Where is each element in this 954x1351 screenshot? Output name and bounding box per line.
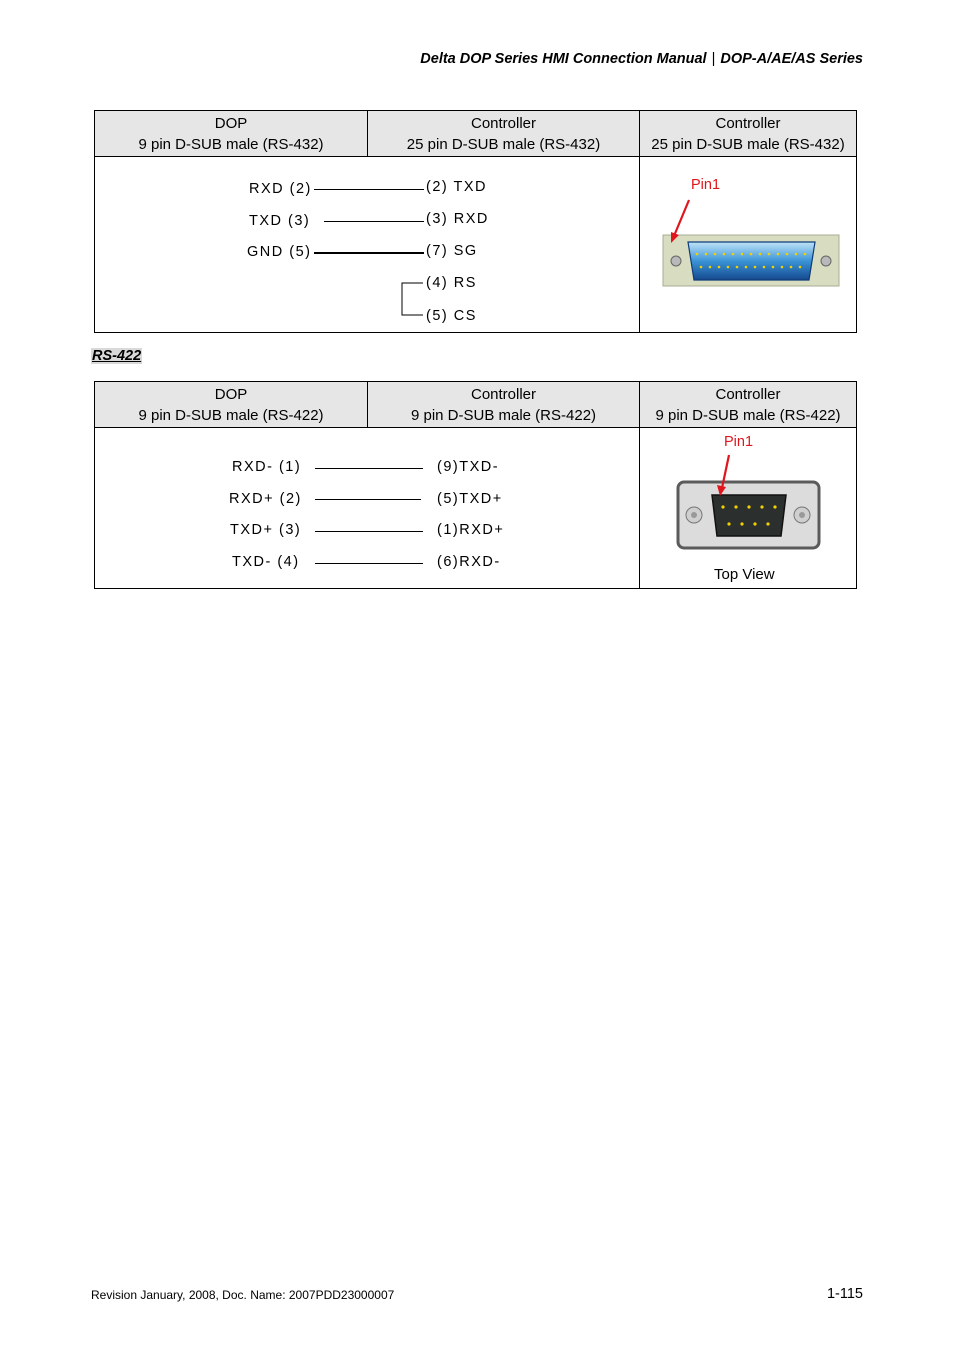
wire-right-label: (6)RXD- <box>437 554 501 570</box>
header-separator: | <box>711 51 716 67</box>
connector-pin <box>727 522 730 525</box>
connector-pin <box>745 266 748 269</box>
connector-pin <box>727 266 730 269</box>
wiring-cell <box>95 428 640 589</box>
connector-pin <box>777 253 780 256</box>
wire-line <box>315 563 423 564</box>
wire-line <box>314 252 424 254</box>
pin1-label: Pin1 <box>691 177 721 193</box>
db9-connector-icon <box>676 452 822 552</box>
connector-pin <box>766 522 769 525</box>
wire-right-label: (5)TXD+ <box>437 491 503 507</box>
header-dop <box>95 111 368 157</box>
wire-right-label: (7) SG <box>426 243 478 259</box>
wire-left-label: TXD+ (3) <box>230 522 302 538</box>
db9-picture <box>640 428 856 588</box>
header-line: DOP <box>214 385 248 403</box>
wire-right-label: (1)RXD+ <box>437 522 505 538</box>
connector-pin <box>723 253 726 256</box>
connector-pin <box>700 266 703 269</box>
header-line: Controller <box>715 114 781 132</box>
connector-pin <box>786 253 789 256</box>
header-line: 9 pin D-SUB male (RS-422) <box>410 406 597 424</box>
connector-pin <box>709 266 712 269</box>
header-controller <box>368 382 640 428</box>
wire-right-label: (9)TXD- <box>437 459 500 475</box>
wire-left-label: TXD- (4) <box>232 554 300 570</box>
connector-pin <box>768 253 771 256</box>
connector-pin <box>760 505 763 508</box>
connector-pin <box>804 253 807 256</box>
pin1-label: Pin1 <box>724 434 754 450</box>
rs-cs-jumper <box>395 275 425 321</box>
connector-pin <box>781 266 784 269</box>
wire-right-label: (4) RS <box>426 275 477 291</box>
header-controller-image <box>640 111 857 157</box>
connector-pin <box>732 253 735 256</box>
connector-pin <box>718 266 721 269</box>
header-line: Controller <box>470 114 537 132</box>
wire-line <box>315 531 423 532</box>
connector-image-cell <box>640 157 857 333</box>
connector-pin <box>696 253 699 256</box>
connector-pin <box>740 522 743 525</box>
connector-pin <box>734 505 737 508</box>
connector-pin <box>772 266 775 269</box>
wire-left-label: RXD (2) <box>249 181 312 197</box>
wire-right-label: (5) CS <box>426 308 477 324</box>
header-controller <box>368 111 640 157</box>
connector-pin <box>759 253 762 256</box>
footer-revision: Revision January, 2008, Doc. Name: 2007PDD23000007 <box>91 1288 395 1302</box>
wire-right-label: (2) TXD <box>426 179 487 195</box>
wire-left-label: TXD (3) <box>249 213 311 229</box>
connector-pin <box>736 266 739 269</box>
connector-pin <box>705 253 708 256</box>
wire-line <box>314 189 424 190</box>
connector-pin <box>741 253 744 256</box>
header-line: Controller <box>470 385 537 403</box>
wire-line <box>315 468 423 469</box>
header-line: Controller <box>715 385 781 403</box>
wire-line <box>315 499 421 500</box>
connector-pin <box>790 266 793 269</box>
rs422-wiring-diagram <box>95 428 639 588</box>
wire-left-label: GND (5) <box>247 244 312 260</box>
wiring-cell <box>95 157 640 333</box>
connector-pin <box>754 266 757 269</box>
page-header <box>420 51 863 67</box>
header-line: 25 pin D-SUB male (RS-432) <box>651 135 845 153</box>
series-title: DOP-A/AE/AS Series <box>720 51 863 67</box>
page-number: 1-115 <box>826 1286 863 1302</box>
db25-connector-icon <box>660 197 844 292</box>
top-view-label: Top View <box>714 566 775 583</box>
connector-pin <box>753 522 756 525</box>
connector-image-cell <box>640 428 857 589</box>
connector-pin <box>773 505 776 508</box>
connector-pin <box>799 266 802 269</box>
wire-left-label: RXD- (1) <box>232 459 302 475</box>
section-title-rs422: RS-422 <box>92 348 142 364</box>
header-line: 25 pin D-SUB male (RS-432) <box>406 135 601 153</box>
rs432-wiring-diagram <box>95 157 639 332</box>
wire-right-label: (3) RXD <box>426 211 489 227</box>
header-dop <box>95 382 368 428</box>
connector-pin <box>763 266 766 269</box>
wire-line <box>324 221 424 222</box>
connector-pin <box>795 253 798 256</box>
db25-picture <box>640 157 856 332</box>
header-line: DOP <box>214 114 248 132</box>
header-line: 9 pin D-SUB male (RS-422) <box>138 406 324 424</box>
rs432-connection-table <box>94 110 857 333</box>
connector-pin <box>750 253 753 256</box>
header-line: 9 pin D-SUB male (RS-422) <box>655 406 841 424</box>
header-line: 9 pin D-SUB male (RS-432) <box>138 135 324 153</box>
connector-pin <box>721 505 724 508</box>
wire-left-label: RXD+ (2) <box>229 491 302 507</box>
rs422-connection-table <box>94 381 857 589</box>
connector-pin <box>747 505 750 508</box>
header-controller-image <box>640 382 857 428</box>
manual-title: Delta DOP Series HMI Connection Manual <box>420 51 707 67</box>
connector-pin <box>714 253 717 256</box>
